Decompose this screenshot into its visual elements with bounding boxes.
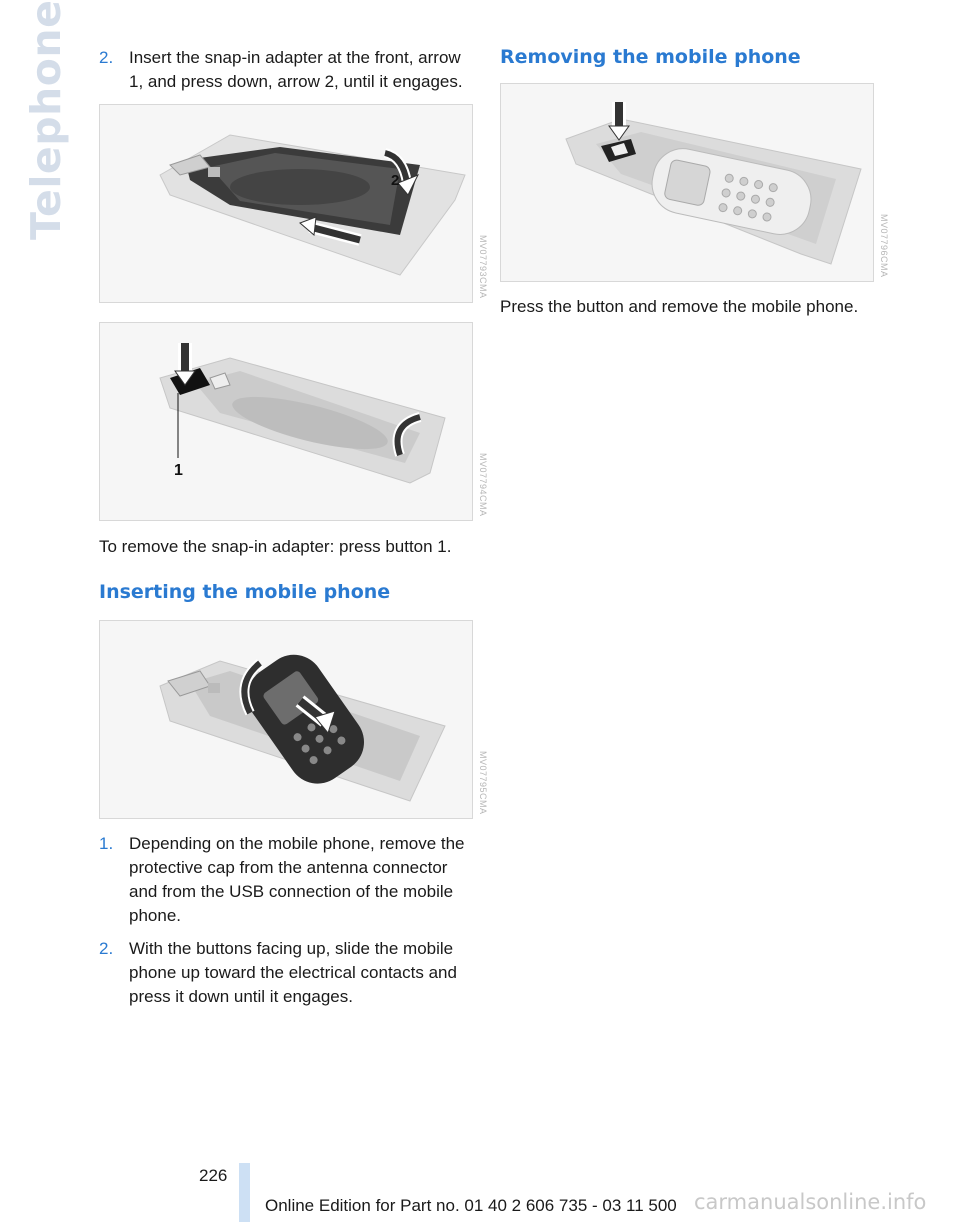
figure-code: MV07796CMA	[879, 214, 889, 278]
step-text: Insert the snap-in adapter at the front, arrow 1, and press down, arrow 2, until it engages.	[129, 48, 463, 91]
left-column	[99, 46, 488, 1009]
list-item	[99, 832, 473, 928]
phone-insert-illustration	[100, 621, 472, 818]
right-column	[500, 46, 889, 319]
callout-label-1: 1	[174, 462, 183, 479]
remove-phone-text: Press the button and remove the mobile phone.	[500, 297, 859, 316]
edition-text: Online Edition for Part no. 01 40 2 606 735 - 03 11 500	[265, 1196, 677, 1215]
step-text: Depending on the mobile phone, remove the protective cap from the antenna connector and from the USB connection of the mobile phone.	[129, 834, 465, 925]
figure-code: MV07794CMA	[478, 453, 488, 517]
adapter-button-illustration	[100, 323, 472, 520]
adapter-insert-illustration	[100, 105, 472, 302]
figure-code: MV07793CMA	[478, 235, 488, 299]
figure-remove-phone	[500, 83, 889, 282]
phone-remove-illustration	[501, 84, 873, 281]
page-number: 226	[199, 1166, 228, 1185]
arrow-label-2: 2	[391, 172, 400, 189]
footer-accent-bar	[239, 1163, 250, 1222]
heading-inserting-phone: Inserting the mobile phone	[99, 581, 391, 603]
figure-adapter-button	[99, 322, 488, 521]
figure-code: MV07795CMA	[478, 751, 488, 815]
list-item	[99, 937, 473, 1009]
step-number: 1.	[99, 834, 114, 853]
step-insert-adapter	[99, 46, 473, 94]
remove-adapter-text: To remove the snap-in adapter: press button 1.	[99, 537, 452, 556]
insert-phone-steps	[99, 832, 473, 1009]
step-number: 2.	[99, 939, 114, 958]
heading-removing-phone: Removing the mobile phone	[500, 46, 801, 68]
step-number: 2.	[99, 48, 114, 67]
figure-insert-phone	[99, 620, 488, 819]
watermark: carmanualsonline.info	[694, 1190, 927, 1214]
figure-insert-adapter	[99, 104, 488, 303]
step-text: With the buttons facing up, slide the mobile phone up toward the electrical contacts and press it down until it engages.	[129, 939, 457, 1006]
section-title: Telephone	[22, 0, 70, 240]
